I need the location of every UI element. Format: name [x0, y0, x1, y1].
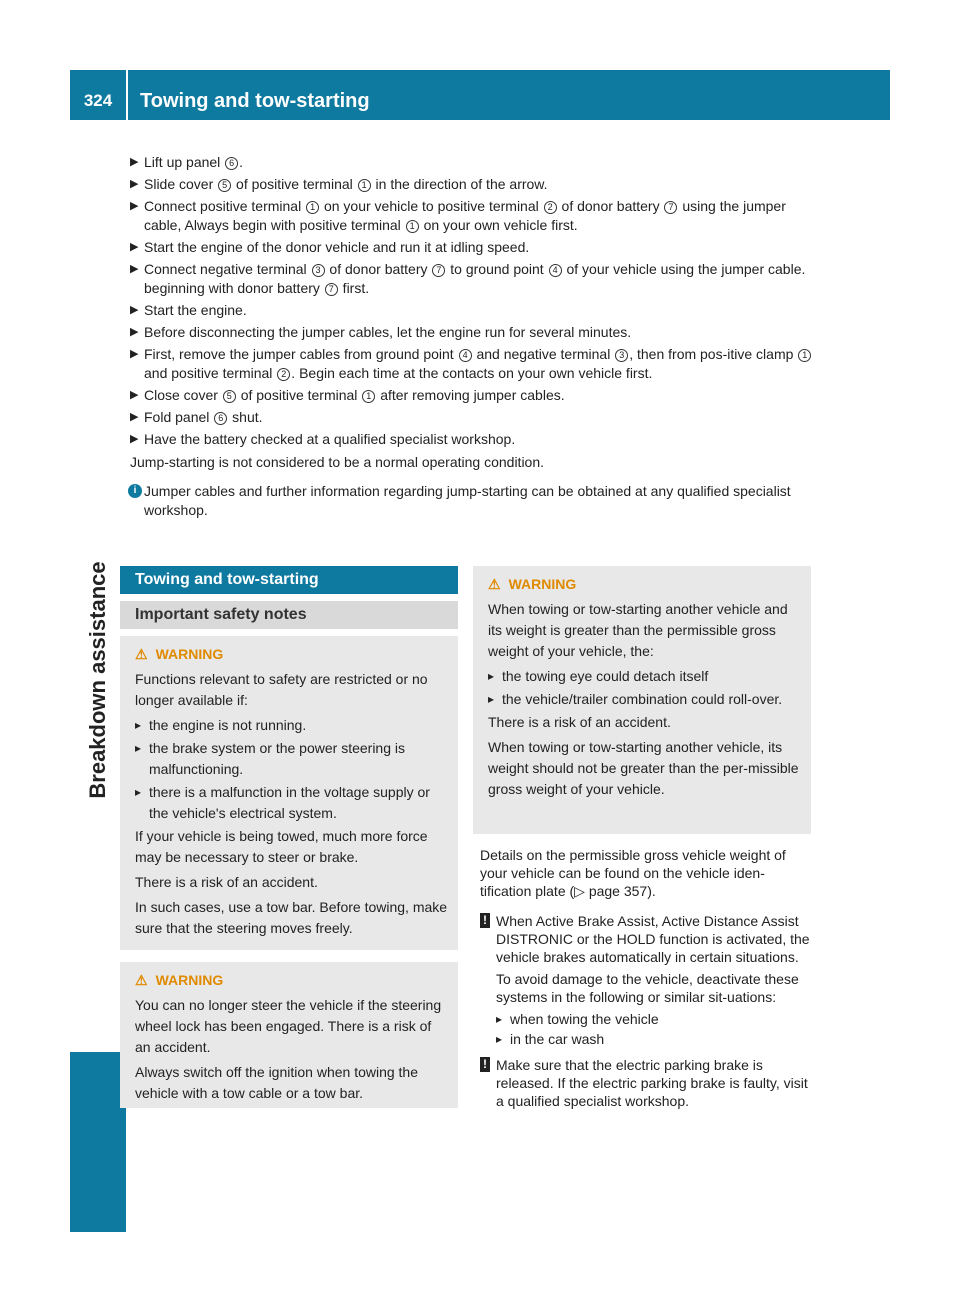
callout-number: 6 [214, 412, 227, 425]
step-text: first. [338, 280, 370, 296]
step-arrow-icon: ▶ [130, 389, 139, 401]
notice-text: When Active Brake Assist, Active Distance Assist DISTRONIC or the HOLD function is activated, the vehicle brakes automatically in certain situations. [496, 913, 810, 965]
step-text: Start the engine of the donor vehicle and run it at idling speed. [144, 239, 530, 255]
step-text: . Begin each time at the contacts on your own vehicle first. [291, 365, 653, 381]
page-header [70, 70, 890, 120]
warning-text: When towing or tow-starting another vehicle, its weight should not be greater than the per-missible gross weight of your vehicle. [488, 739, 799, 797]
info-note-text: Jumper cables and further information regarding jump-starting can be obtained at any qualified specialist workshop. [144, 483, 791, 518]
step-text: First, remove the jumper cables from ground point [144, 346, 458, 362]
warning-text: There is a risk of an accident. [135, 874, 318, 890]
warning-text: Always switch off the ignition when towing the vehicle with a tow cable or a tow bar. [135, 1064, 419, 1101]
warning-box-3 [473, 566, 811, 834]
details-paragraph: Details on the permissible gross vehicle weight of your vehicle can be found on the vehicle iden-tification plate (▷ page 357). [480, 847, 786, 899]
warning-box-2 [120, 962, 458, 1108]
callout-number: 1 [362, 390, 375, 403]
step-text: Connect positive terminal [144, 198, 306, 214]
bullet-item: ▸ when towing the vehicle [496, 1010, 812, 1028]
step-arrow-icon: ▶ [130, 348, 139, 360]
bullet-item: ▸ the brake system or the power steering is malfunctioning. [135, 738, 450, 780]
callout-number: 5 [223, 390, 236, 403]
warning-text: If your vehicle is being towed, much more force may be necessary to steer or brake. [135, 828, 428, 865]
step-item [130, 408, 820, 427]
callout-number: 1 [358, 179, 371, 192]
warning-intro: When towing or tow-starting another vehicle and its weight is greater than the permissible gross weight of your vehicle, the: [488, 601, 788, 659]
warning-heading: ⚠ WARNING [135, 970, 450, 991]
side-section-label: Breakdown assistance [85, 561, 110, 799]
step-item [130, 323, 820, 342]
notice-1 [480, 912, 812, 1048]
jump-start-note: Jump-starting is not considered to be a normal operating condition. [130, 454, 545, 470]
step-arrow-icon: ▶ [130, 156, 139, 168]
exclamation-icon: ! [480, 1057, 490, 1072]
callout-number: 3 [615, 349, 628, 362]
step-text: in the direction of the arrow. [371, 176, 548, 192]
step-text: and positive terminal [144, 365, 277, 381]
callout-number: 6 [225, 157, 238, 170]
step-item [130, 153, 820, 172]
step-text: . [239, 154, 244, 170]
callout-number: 4 [549, 264, 562, 277]
warning-heading: ⚠ WARNING [488, 574, 803, 595]
step-list [130, 153, 820, 449]
callout-number: 4 [459, 349, 472, 362]
step-arrow-icon: ▶ [130, 200, 139, 212]
step-text: Have the battery checked at a qualified specialist workshop. [144, 431, 516, 447]
step-item [130, 430, 820, 449]
step-text: Slide cover [144, 176, 218, 192]
subsection-title: Important safety notes [120, 601, 458, 629]
step-text: of donor battery [325, 261, 432, 277]
header-divider [126, 70, 128, 120]
step-text: of positive terminal [236, 387, 362, 403]
callout-number: 2 [544, 201, 557, 214]
instruction-steps [130, 153, 820, 520]
notice-2 [480, 1056, 812, 1110]
step-text: after removing jumper cables. [376, 387, 565, 403]
step-item [130, 197, 820, 235]
callout-number: 2 [277, 368, 290, 381]
bullet-item: ▸ the vehicle/trailer combination could roll-over. [488, 689, 803, 710]
callout-number: 3 [312, 264, 325, 277]
step-item [130, 175, 820, 194]
warning-heading: ⚠ WARNING [135, 644, 450, 665]
step-text: on your own vehicle first. [419, 217, 578, 233]
step-text: of positive terminal [232, 176, 357, 192]
bullet-item: ▸ in the car wash [496, 1030, 812, 1048]
step-arrow-icon: ▶ [130, 263, 139, 275]
step-arrow-icon: ▶ [130, 304, 139, 316]
step-text: on your vehicle to positive terminal [320, 198, 543, 214]
bullet-item: ▸ the towing eye could detach itself [488, 666, 803, 687]
info-note [130, 482, 820, 520]
bullet-item: ▸ the engine is not running. [135, 715, 450, 736]
step-text: and negative terminal [472, 346, 615, 362]
side-tab-marker [70, 1052, 126, 1232]
callout-number: 7 [664, 201, 677, 214]
step-item [130, 345, 820, 383]
callout-number: 1 [798, 349, 811, 362]
callout-number: 1 [306, 201, 319, 214]
page-number: 324 [83, 91, 113, 110]
step-arrow-icon: ▶ [130, 411, 139, 423]
warning-text: There is a risk of an accident. [488, 714, 671, 730]
step-text: , then from pos-itive clamp [629, 346, 798, 362]
step-item [130, 238, 820, 257]
step-arrow-icon: ▶ [130, 433, 139, 445]
header-title: Towing and tow-starting [140, 90, 370, 112]
step-text: using the jumper cable, Always begin with positive terminal [144, 198, 786, 233]
warning-intro: Functions relevant to safety are restricted or no longer available if: [135, 671, 428, 708]
step-text: Close cover [144, 387, 222, 403]
right-column-text [480, 846, 812, 1114]
step-text: Start the engine. [144, 302, 247, 318]
step-text: to ground point [446, 261, 548, 277]
exclamation-icon: ! [480, 913, 490, 928]
step-arrow-icon: ▶ [130, 178, 139, 190]
step-text: Lift up panel [144, 154, 225, 170]
warning-triangle-icon: ⚠ [135, 972, 148, 988]
step-text: Fold panel [144, 409, 214, 425]
step-item [130, 260, 820, 298]
warning-triangle-icon: ⚠ [135, 646, 148, 662]
section-title: Towing and tow-starting [120, 566, 458, 594]
step-arrow-icon: ▶ [130, 241, 139, 253]
step-text: shut. [228, 409, 263, 425]
step-item [130, 301, 820, 320]
callout-number: 7 [432, 264, 445, 277]
warning-text: You can no longer steer the vehicle if the steering wheel lock has been engaged. There is a risk of an accident. [135, 997, 442, 1055]
callout-number: 5 [218, 179, 231, 192]
notice-text: Make sure that the electric parking brake is released. If the electric parking brake is faulty, visit a qualified specialist workshop. [496, 1057, 808, 1109]
notice-text: To avoid damage to the vehicle, deactivate these systems in the following or similar sit-uations: [496, 971, 799, 1005]
step-text: Before disconnecting the jumper cables, let the engine run for several minutes. [144, 324, 632, 340]
warning-box-1 [120, 636, 458, 950]
step-item [130, 386, 820, 405]
step-text: of your vehicle using the jumper cable. beginning with donor battery [144, 261, 806, 296]
bullet-item: ▸ there is a malfunction in the voltage supply or the vehicle's electrical system. [135, 782, 450, 824]
warning-text: In such cases, use a tow bar. Before towing, make sure that the steering moves freely. [135, 899, 448, 936]
step-text: Connect negative terminal [144, 261, 311, 277]
step-arrow-icon: ▶ [130, 326, 139, 338]
step-text: of donor battery [557, 198, 664, 214]
callout-number: 7 [325, 283, 338, 296]
callout-number: 1 [406, 220, 419, 233]
warning-triangle-icon: ⚠ [488, 576, 501, 592]
info-icon: i [128, 484, 142, 498]
